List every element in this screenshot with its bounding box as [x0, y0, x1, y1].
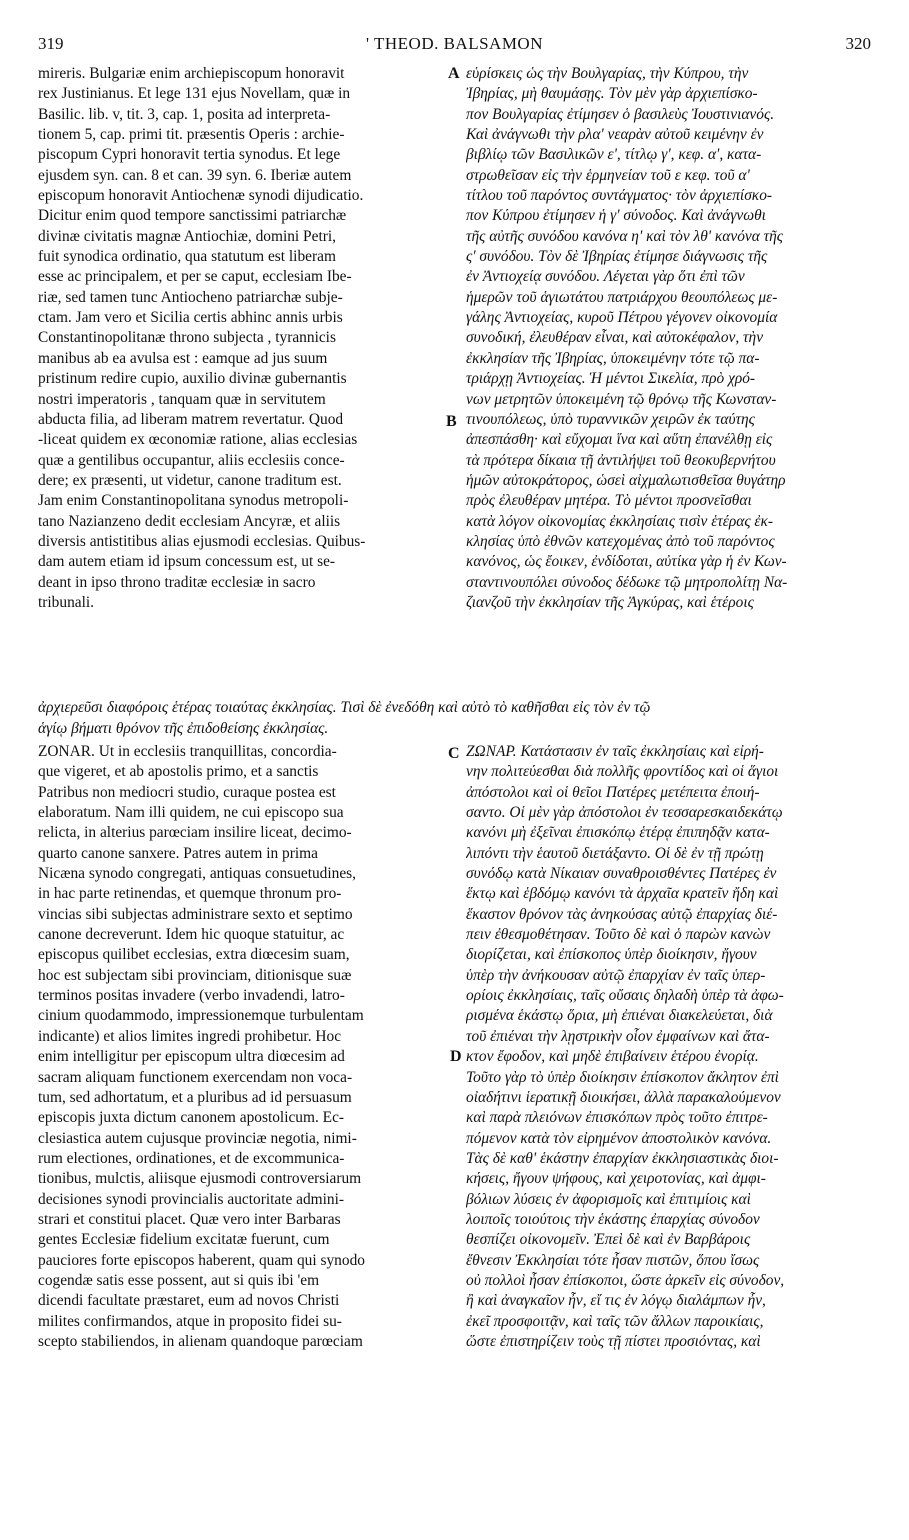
text-line: manibus ab ea avulsa est : eamque ad jus suum: [38, 349, 328, 367]
text-line: episcopus quilibet ecclesias, extra diœcesim suam,: [38, 946, 350, 964]
margin-letter-b: B: [446, 413, 457, 430]
text-line: βόλιων λύσεις ἐν ἀφορισμοῖς καὶ ἐπιτιμίοις καὶ: [466, 1190, 751, 1208]
text-line: ἢ καὶ ἀναγκαῖον ἦν, εἴ τις ἐν λόγῳ διαλάμπων ἦν,: [466, 1292, 766, 1310]
text-line: ρισμένα ἑκάστῳ ὅρια, μὴ ἐπιέναι διακελεύεται, διὰ: [466, 1007, 773, 1025]
text-line: relicta, in alterius parœciam insilire liceat, decimo-: [38, 824, 352, 842]
text-line: quarto canone sanxere. Patres autem in prima: [38, 844, 318, 862]
text-line: ὑπὲρ τὴν ἀνήκουσαν αὐτῷ ἐπαρχίαν ἐν ταῖς ὑπερ-: [466, 966, 766, 984]
text-line: riæ, sed tamen tunc Antiocheno patriarchæ subje-: [38, 288, 343, 306]
text-line: λοιποῖς τοιούτοις τὴν ἑκάστης ἐπαρχίας σύνοδον: [466, 1210, 760, 1228]
text-line: indicante) et alios limites ingredi prohibetur. Hoc: [38, 1027, 342, 1045]
text-line: ἕκτῳ καὶ ἑβδόμῳ κανόνι τὰ ἀρχαῖα κρατεῖν ἤδη καὶ: [466, 885, 779, 903]
text-line: ἐκκλησίαν τῆς Ἰβηρίας, ὑποκειμένην τότε τῷ πα-: [466, 349, 760, 367]
text-line: episcopum honoravit Antiochenæ synodi dijudicatio.: [38, 187, 364, 205]
text-line: ἁγίῳ βήματι θρόνον τῆς ἐπιδοθείσης ἐκκλησίας.: [38, 719, 329, 737]
text-line: ζιανζοῦ τὴν ἐκκλησίαν τῆς Ἀγκύρας, καὶ ἑτέροις: [466, 593, 754, 611]
text-line: ἀπόστολοι καὶ οἱ θεῖοι Πατέρες μετέπειτα ἐποιή-: [466, 783, 760, 801]
text-line: Dicitur enim quod tempore sanctissimi patriarchæ: [38, 207, 347, 225]
text-line: ZONAR. Ut in ecclesiis tranquillitas, concordia-: [38, 743, 337, 760]
text-line: sacram aliquam functionem exercendam non voca-: [38, 1068, 353, 1086]
text-line: abducta filia, ad liberam matrem revertatur. Quod: [38, 410, 344, 428]
text-line: κήσεις, ἤγουν ψήφους, καὶ χειροτονίας, καὶ ἀμφι-: [466, 1170, 766, 1188]
page-number-right: 320: [845, 34, 871, 53]
text-line: canone decreverunt. Idem hic quoque statuitur, ac: [38, 926, 345, 944]
text-line: vincias sibi subjectas administrare sexto et septimo: [38, 905, 353, 923]
text-line: Constantinopolitanæ throno subjecta , tyrannicis: [38, 329, 336, 347]
text-line: gentes Ecclesiæ fidelium excitatæ fuerunt, cum: [38, 1231, 330, 1249]
text-line: τοῦ ἐπιέναι τὴν λῃστρικὴν οἷον ἐμφαίνων καὶ ἄτα-: [466, 1027, 770, 1045]
text-line: Patribus non mediocri studio, curaque postea est: [38, 783, 336, 801]
text-line: fuit synodica ordinatio, qua statutum est liberam: [38, 248, 336, 266]
text-line: διορίζεται, καὶ ἐπίσκοπος ὑπὲρ διοίκησιν, ἤγουν: [466, 946, 757, 964]
text-line: tionem 5, cap. primi tit. præsentis Operis : archie-: [38, 126, 345, 144]
text-line: rex Justinianus. Et lege 131 ejus Novellam, quæ in: [38, 85, 351, 103]
text-line: λιπόντι τὴν ἑαυτοῦ διετάξαντο. Οἱ δὲ ἐν τῇ πρώτῃ: [466, 844, 764, 862]
text-line: dam autem etiam id ipsum concessum est, ut se-: [38, 553, 336, 571]
text-line: ctam. Jam vero et Sicilia certis abhinc annis urbis: [38, 309, 343, 327]
text-line: ὥστε ἐπιστηρίζειν τοὺς τῇ πίστει προσιόντας, καὶ: [466, 1332, 761, 1350]
text-line: pauciores forte episcopos haberent, quam qui synodo: [38, 1251, 365, 1269]
text-line: Ἰβηρίας, μὴ θαυμάσῃς. Τὸν μὲν γὰρ ἀρχιεπίσκο-: [466, 85, 758, 103]
text-line: tionibus, mulctis, aliisque ejusmodi controversiarum: [38, 1170, 362, 1188]
text-line: terminos positas invadere (verbo invadendi, latro-: [38, 987, 345, 1005]
text-line: ἀρχιερεῦσι διαφόροις ἑτέρας τοιαύτας ἐκκλησίας. Τισὶ δὲ ἐνεδόθη καὶ αὐτὸ τὸ καθῆσθαι εἰς τὸν ἐν τῷ: [38, 699, 651, 716]
text-line: pristinum redire cupio, auxilio divinæ gubernantis: [38, 370, 347, 388]
text-line: scepto stabiliendos, in alienam quandoque parœciam: [38, 1332, 363, 1350]
text-line: πόμενον κατὰ τὸν εἰρημένον ἀποστολικὸν κανόνα.: [466, 1129, 772, 1147]
text-line: ἐν Ἀντιοχείᾳ συνόδου. Λέγεται γὰρ ὅτι ἐπὶ τῶν: [466, 268, 745, 286]
text-line: strari et constitui placet. Quæ vero inter Barbaras: [38, 1210, 341, 1228]
text-line: ἕκαστον θρόνον τὰς ἀνηκούσας αὐτῷ ἐπαρχίας διέ-: [466, 905, 778, 923]
text-line: νων μετρητῶν ὑποκειμένη τῷ θρόνῳ τῆς Κωνσταν-: [466, 390, 777, 408]
text-line: tano Nazianzeno dedit ecclesiam Ancyræ, et aliis: [38, 512, 341, 530]
text-line: Καὶ ἀνάγνωθι τὴν ρλα' νεαρὰν αὐτοῦ κειμένην ἐν: [466, 126, 764, 144]
text-line: rum electiones, ordinationes, et de excommunica-: [38, 1149, 345, 1167]
text-line: τριάρχῃ Ἀντιοχείας. Ἡ μέντοι Σικελία, πρὸ χρό-: [466, 370, 756, 388]
text-line: quæ a gentilibus occupantur, aliis ecclesiis conce-: [38, 451, 345, 469]
margin-letter-d: D: [450, 1048, 462, 1065]
text-line: decisiones synodi provincialis auctoritate admini-: [38, 1190, 345, 1208]
text-line: στρωθεῖσαν εἰς τὴν ἑρμηνείαν τοῦ ε κεφ. τοῦ α': [466, 166, 750, 184]
text-line: ἔθνεσιν Ἐκκλησίαι τότε ἦσαν πιστῶν, ὅπου ἴσως: [466, 1251, 760, 1269]
greek-column-bottom: [466, 742, 876, 1352]
text-line: ς' συνόδου. Τὸν δὲ Ἰβηρίας ἐτίμησε διάγνωσις τῆς: [466, 248, 768, 266]
text-line: πειν ἐθεσμοθέτησαν. Τοῦτο δὲ καὶ ὁ παρὼν κανὼν: [466, 926, 771, 944]
text-line: clesiastica autem cujusque provinciæ negotia, nimi-: [38, 1129, 357, 1147]
text-line: τίτλου τοῦ παρόντος συντάγματος· τὸν ἀρχιεπίσκο-: [466, 187, 773, 205]
text-line: πον Κύπρου ἐτίμησεν ἡ γ' σύνοδος. Καὶ ἀνάγνωθι: [466, 207, 766, 225]
text-line: τὰ πρότερα δίκαια τῇ ἀντιλήψει τοῦ θεοκυβερνήτου: [466, 451, 776, 469]
text-line: ejusdem syn. can. 8 et can. 39 syn. 6. Iberiæ autem: [38, 166, 352, 184]
text-line: κτον ἔφοδον, καὶ μηδὲ ἐπιβαίνειν ἑτέρου ἐνορίᾳ.: [466, 1048, 759, 1066]
text-line: κλησίας ὑπὸ ἐθνῶν κατεχομένας ἀπὸ τοῦ παρόντος: [466, 532, 775, 550]
text-line: que vigeret, et ab apostolis primo, et a sanctis: [38, 763, 319, 781]
text-line: Nicæna synodo congregati, antiquas consuetudines,: [38, 865, 357, 883]
text-line: τινουπόλεως, ὑπὸ τυραννικῶν χειρῶν ἐκ ταύτης: [466, 410, 755, 428]
text-line: κανόνι μὴ ἐξεῖναι ἐπισκόπῳ ἑτέρᾳ ἐπιπηδᾷν κατα-: [466, 824, 770, 842]
text-line: esse ac principalem, et per se caput, ecclesiam Ibe-: [38, 268, 352, 286]
text-line: ορίοις ἐκκλησίαις, ταῖς οὔσαις δηλαδὴ ὑπὲρ τὰ ἀφω-: [466, 987, 784, 1005]
text-line: piscopum Cypri honoravit tertia synodus. Et lege: [38, 146, 341, 164]
text-line: τῆς αὐτῆς συνόδου κανόνα η' καὶ τὸν λθ' κανόνα τῆς: [466, 227, 784, 245]
text-line: θεσπίζει οἰκονομεῖν. Ἐπεὶ δὲ καὶ ἐν Βαρβάροις: [466, 1231, 751, 1249]
text-line: deant in ipso throno traditæ ecclesiæ in sacro: [38, 573, 316, 591]
text-line: enim intelligitur per episcopum ultra diœcesim ad: [38, 1048, 345, 1066]
text-line: συνοδική, ἐλευθέραν εἶναι, καὶ αὐτοκέφαλον, τὴν: [466, 329, 764, 347]
page-number-left: 319: [38, 34, 64, 53]
text-line: οἰαδήτινι ἱερατικῇ διοικήσει, ἀλλὰ παρακαλούμενον: [466, 1088, 781, 1106]
text-line: tribunali.: [38, 593, 94, 611]
text-line: diversis antistitibus alias ejusmodi ecclesias. Quibus-: [38, 532, 366, 550]
text-line: ἡμερῶν τοῦ ἁγιωτάτου πατριάρχου θεουπόλεως με-: [466, 288, 778, 306]
text-line: ἐκεῖ προσφοιτᾷν, καὶ ταῖς τῶν ἄλλων παροικίαις,: [466, 1312, 764, 1330]
text-line: -liceat quidem ex œconomiæ ratione, alias ecclesias: [38, 431, 358, 449]
text-line: σταντινουπόλει σύνοδος δέδωκε τῷ μητροπολίτῃ Να-: [466, 573, 788, 591]
text-line: divinæ civitatis magnæ Antiochiæ, domini Petri,: [38, 227, 336, 245]
text-line: πρὸς ἐλευθέραν μητέρα. Τὸ μέντοι προσνεῖσθαι: [466, 492, 752, 510]
text-line: βιβλίῳ τῶν Βασιλικῶν ε', τίτλῳ γ', κεφ. α', κατα-: [466, 146, 762, 164]
latin-column-top: [38, 64, 443, 613]
text-line: elaboratum. Nam illi quidem, ne cui episcopo sua: [38, 804, 344, 822]
text-line: milites confirmandos, atque in proposito fidei su-: [38, 1312, 342, 1330]
greek-column-top: [466, 64, 876, 613]
text-line: κατὰ λόγον οἰκονομίας ἐκκλησίαις τισὶν ἑτέρας ἐκ-: [466, 512, 774, 530]
text-line: episcopis juxta dictum canonem apostolicum. Ec-: [38, 1109, 345, 1127]
running-header: [38, 34, 871, 58]
latin-column-bottom: [38, 742, 443, 1352]
text-line: νην πολιτεύεσθαι διὰ πολλῆς φροντίδος καὶ οἱ ἅγιοι: [466, 763, 779, 781]
text-line: in hac parte retinendas, et quemque thronum pro-: [38, 885, 342, 903]
text-line: ἡμῶν αὐτοκράτορος, ὡσεὶ αἰχμαλωτισθεῖσα θυγάτηρ: [466, 471, 786, 489]
text-line: Jam enim Constantinopolitana synodus metropoli-: [38, 492, 349, 510]
text-line: cinium quodammodo, impressionemque turbulentam: [38, 1007, 364, 1025]
text-line: καὶ παρὰ πλειόνων ἐπισκόπων πρὸς τοῦτο ἐπιτρε-: [466, 1109, 768, 1127]
text-line: Τὰς δὲ καθ' ἑκάστην ἐπαρχίαν ἐκκλησιαστικὰς διοι-: [466, 1149, 779, 1167]
text-line: dere; ex præsenti, ut videtur, canone traditum est.: [38, 471, 342, 489]
text-line: κανόνος, ὡς ἔοικεν, ἐνδίδοται, αὐτίκα γὰρ ἡ ἐν Κων-: [466, 553, 787, 571]
text-line: cogendæ satis esse possent, aut si quis ibi 'em: [38, 1271, 320, 1289]
greek-full-width-lines: [38, 698, 878, 739]
text-line: Basilic. lib. v, tit. 3, cap. 1, posita ad interpreta-: [38, 105, 331, 123]
text-line: dicendi facultate præstaret, eum ad novos Christi: [38, 1292, 340, 1310]
text-line: εὑρίσκεις ὡς τὴν Βουλγαρίας, τὴν Κύπρου, τὴν: [466, 65, 749, 82]
text-line: ΖΩΝΑΡ. Κατάστασιν ἐν ταῖς ἐκκλησίαις καὶ εἰρή-: [466, 743, 764, 760]
text-line: nostri imperatoris , tanquam quæ in servitutem: [38, 390, 326, 408]
text-line: hoc est subjectam sibi provinciam, ditionisque suæ: [38, 966, 352, 984]
margin-letter-c: C: [448, 745, 460, 762]
text-line: ἀπεσπάσθη· καὶ εὔχομαι ἵνα καὶ αὕτη ἐπανέλθῃ εἰς: [466, 431, 773, 449]
text-line: σαντο. Οἱ μὲν γὰρ ἀπόστολοι ἐν τεσσαρεσκαιδεκάτῳ: [466, 804, 783, 822]
text-line: γάλης Ἀντιοχείας, κυροῦ Πέτρου γέγονεν οἰκονομία: [466, 309, 778, 327]
text-line: πον Βουλγαρίας ἐτίμησεν ὁ βασιλεὺς Ἰουστινιανός.: [466, 105, 775, 123]
text-line: tum, sed adhortatum, et a pluribus ad id persuasum: [38, 1088, 352, 1106]
text-line: συνόδῳ κατὰ Νίκαιαν συναθροισθέντες Πατέρες ἐν: [466, 865, 777, 883]
text-line: mireris. Bulgariæ enim archiepiscopum honoravit: [38, 65, 345, 82]
text-line: οὐ πολλοὶ ἦσαν ἐπίσκοποι, ὥστε ἀρκεῖν εἰς σύνοδον,: [466, 1271, 785, 1289]
running-title: ' THEOD. BALSAMON: [365, 34, 543, 53]
text-line: Τοῦτο γὰρ τὸ ὑπὲρ διοίκησιν ἐπίσκοπον ἄκλητον ἐπὶ: [466, 1068, 779, 1086]
margin-letter-a: A: [448, 65, 460, 82]
